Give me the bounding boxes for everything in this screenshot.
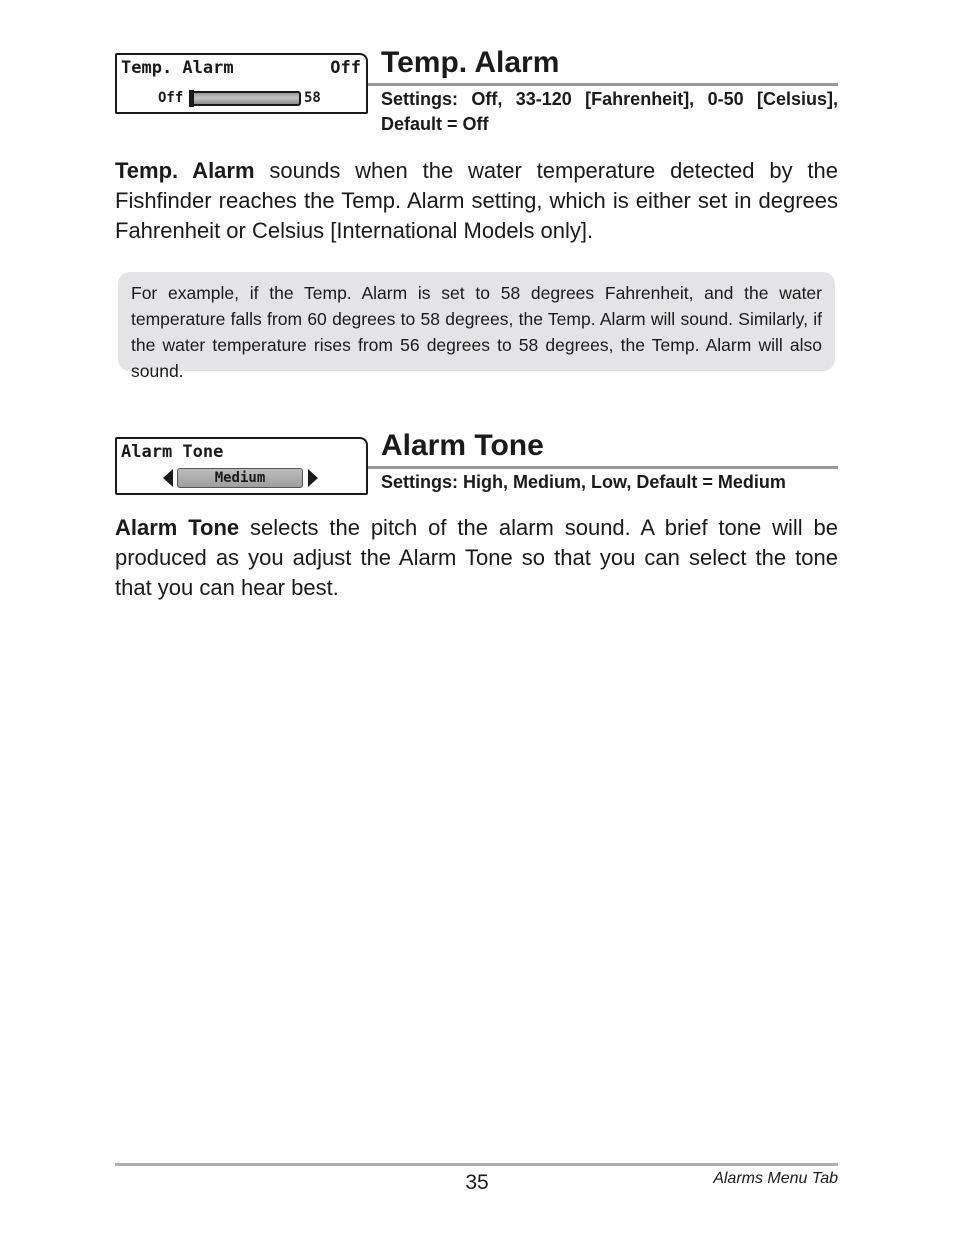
alarm-tone-heading-rule bbox=[368, 466, 838, 469]
temp-alarm-slider-track bbox=[189, 91, 301, 106]
alarm-tone-menu-widget bbox=[115, 437, 368, 495]
alarm-tone-description bbox=[115, 513, 838, 603]
footer-section-name: Alarms Menu Tab bbox=[713, 1170, 838, 1187]
temp-alarm-term: Temp. Alarm bbox=[115, 158, 255, 183]
alarm-tone-description-text: selects the pitch of the alarm sound. A brief tone will be produced as you adjust the Alarm Tone so that you can select the tone that you can hear best. bbox=[115, 515, 839, 600]
arrow-left-icon bbox=[163, 469, 173, 487]
alarm-tone-widget-label: Alarm Tone bbox=[121, 442, 224, 462]
example-note-box bbox=[118, 272, 835, 381]
alarm-tone-selected-value: Medium bbox=[177, 468, 303, 488]
temp-alarm-widget-label: Temp. Alarm bbox=[121, 58, 234, 78]
temp-alarm-description bbox=[115, 156, 838, 246]
temp-alarm-heading-rule bbox=[368, 83, 838, 86]
page-number: 35 bbox=[465, 1171, 489, 1194]
arrow-right-icon bbox=[308, 469, 318, 487]
temp-alarm-widget-value: Off bbox=[330, 58, 361, 78]
temp-alarm-heading: Temp. Alarm bbox=[381, 46, 560, 79]
temp-alarm-menu-widget bbox=[115, 53, 368, 114]
alarm-tone-heading: Alarm Tone bbox=[381, 429, 544, 462]
footer-rule bbox=[115, 1163, 838, 1166]
temp-alarm-slider-thumb bbox=[189, 90, 194, 107]
temp-alarm-settings: Settings: Off, 33-120 [Fahrenheit], 0-50 [Celsius], Default = Off bbox=[381, 89, 838, 134]
example-note-text: For example, if the Temp. Alarm is set to 58 degrees Fahrenheit, and the water temperature falls from 60 degrees to 58 degrees, the Temp. Alarm will sound. Similarly, if the water temperature rises from 56 degrees to 58 degrees, the Temp. Alarm will also sound. bbox=[131, 283, 822, 381]
temp-alarm-description-text: sounds when the water temperature detected by the Fishfinder reaches the Temp. Alarm setting, which is either set in degrees Fahrenheit or Celsius [International Models only]. bbox=[115, 158, 839, 243]
slider-min-label: Off bbox=[158, 90, 184, 106]
alarm-tone-settings: Settings: High, Medium, Low, Default = Medium bbox=[381, 472, 786, 492]
slider-max-label: 58 bbox=[304, 90, 321, 106]
alarm-tone-term: Alarm Tone bbox=[115, 515, 240, 540]
